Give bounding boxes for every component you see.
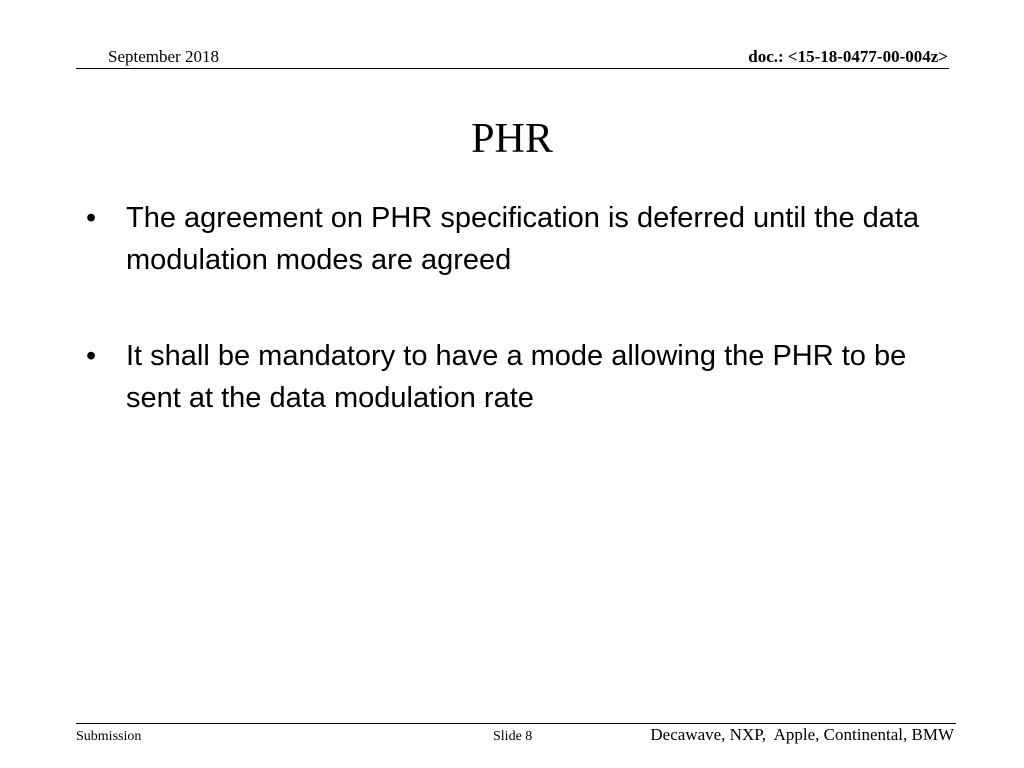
footer-slide-number: Slide 8 [493, 729, 533, 744]
header-divider [76, 68, 949, 69]
footer-authors: Decawave, NXP, Apple, Continental, BMW [650, 725, 954, 744]
header-date: September 2018 [108, 47, 219, 66]
bullet-dot-icon: • [86, 202, 97, 234]
bullet-text: The agreement on PHR specification is deferred until the data modulation modes are agreed [126, 202, 920, 276]
slide-title: PHR [471, 116, 553, 162]
header-doc-id: doc.: <15-18-0477-00-004z> [748, 47, 948, 66]
bullet-item [84, 335, 954, 419]
bullet-list [84, 197, 954, 473]
footer-divider [76, 723, 956, 724]
bullet-item [84, 197, 954, 281]
bullet-dot-icon: • [86, 340, 97, 372]
bullet-text: It shall be mandatory to have a mode allowing the PHR to be sent at the data modulation rate [126, 340, 907, 414]
footer-submission: Submission [76, 729, 142, 744]
